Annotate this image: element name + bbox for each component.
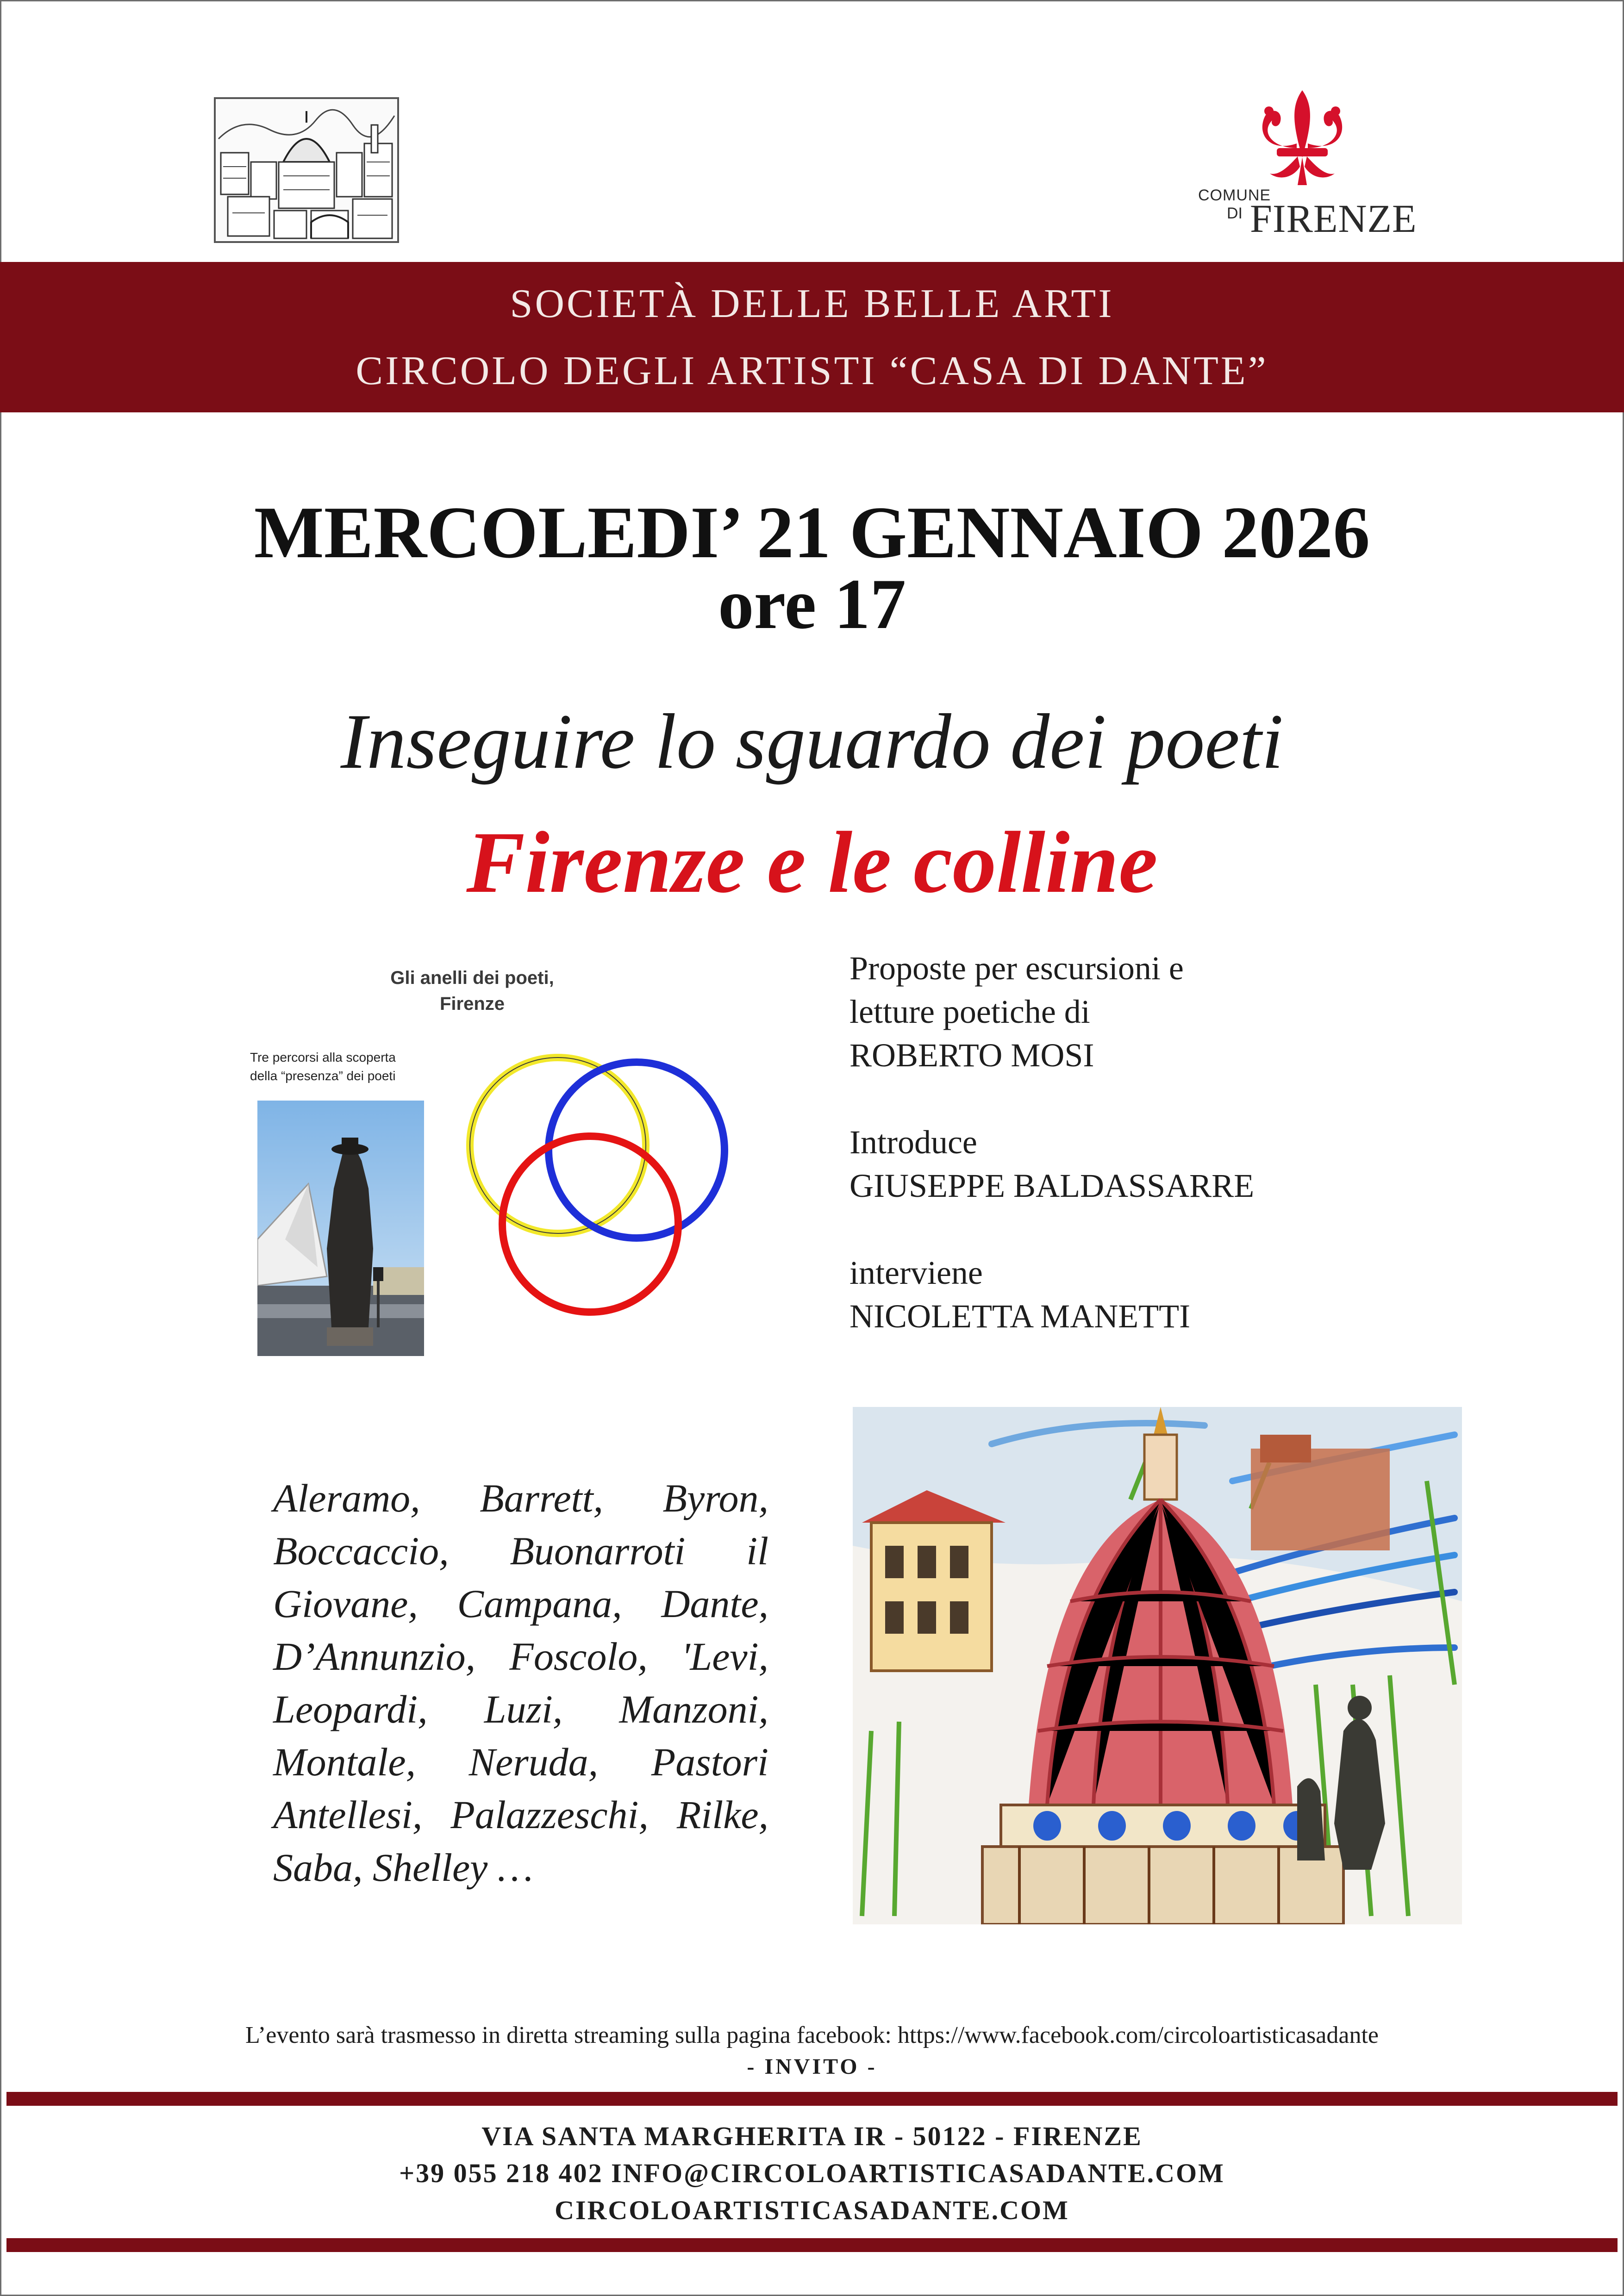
book-title-line2: Firenze — [439, 994, 505, 1014]
florence-lily-icon — [1251, 88, 1353, 187]
book-subtitle-line1: Tre percorsi alla scoperta — [250, 1050, 396, 1064]
book-subtitle-line2: della “presenza” dei poeti — [250, 1069, 396, 1083]
streaming-notice: L’evento sarà trasmesso in diretta streaming sulla pagina facebook: https://www.facebook.com/circoloartisticasadante — [245, 2022, 1379, 2048]
invito-label: - INVITO - — [747, 2054, 877, 2079]
info-speaker: NICOLETTA MANETTI — [849, 1298, 1191, 1335]
info-line-proposals: Proposte per escursioni e — [849, 950, 1184, 987]
logo-firenze-text: FIRENZE — [1250, 196, 1417, 241]
info-author: ROBERTO MOSI — [849, 1037, 1094, 1074]
book-subtitle — [250, 1048, 491, 1085]
event-subtitle: Inseguire lo sguardo dei poeti — [340, 698, 1284, 785]
book-title — [352, 965, 593, 1017]
society-name: SOCIETÀ DELLE BELLE ARTI — [510, 281, 1114, 326]
three-rings-graphic — [456, 1039, 743, 1326]
info-introduce-label: Introduce — [849, 1124, 977, 1161]
circle-name: CIRCOLO DEGLI ARTISTI “CASA DI DANTE” — [356, 348, 1268, 393]
poets-list: Aleramo, Barrett, Byron, Boccaccio, Buonarroti il Giovane, Campana, Dante, D’Annunzio, Foscolo, 'Levi, Leopardi, Luzi, Manzoni, Montale, Neruda, Pastori Antellesi, Palazzeschi, Rilke, Saba, Shelley … — [273, 1476, 768, 1890]
logo-di-text: DI — [1227, 205, 1243, 222]
city-sketch-logo — [214, 97, 399, 243]
statue-photo — [257, 1101, 424, 1356]
event-info — [849, 946, 1359, 1338]
logo-comune-text: COMUNE — [1198, 187, 1271, 204]
footer-divider-top — [6, 2092, 1618, 2106]
info-interviene-label: interviene — [849, 1254, 983, 1291]
info-introducer: GIUSEPPE BALDASSARRE — [849, 1167, 1255, 1204]
footer-divider-bottom — [6, 2238, 1618, 2252]
event-date: MERCOLEDI’ 21 GENNAIO 2026 — [254, 491, 1370, 573]
comune-di-firenze-logo — [1193, 88, 1417, 245]
contacts: +39 055 218 402 INFO@CIRCOLOARTISTICASADANTE.COM — [399, 2158, 1225, 2188]
event-time: ore 17 — [718, 564, 906, 644]
address: VIA SANTA MARGHERITA IR - 50122 - FIRENZE — [481, 2121, 1143, 2151]
website: CIRCOLOARTISTICASADANTE.COM — [555, 2195, 1069, 2225]
header-band — [0, 262, 1624, 412]
event-title: Firenze e le colline — [466, 814, 1158, 911]
book-title-line1: Gli anelli dei poeti, — [390, 968, 554, 988]
info-line-readings: letture poetiche di — [849, 993, 1090, 1030]
duomo-painting — [853, 1407, 1462, 1924]
